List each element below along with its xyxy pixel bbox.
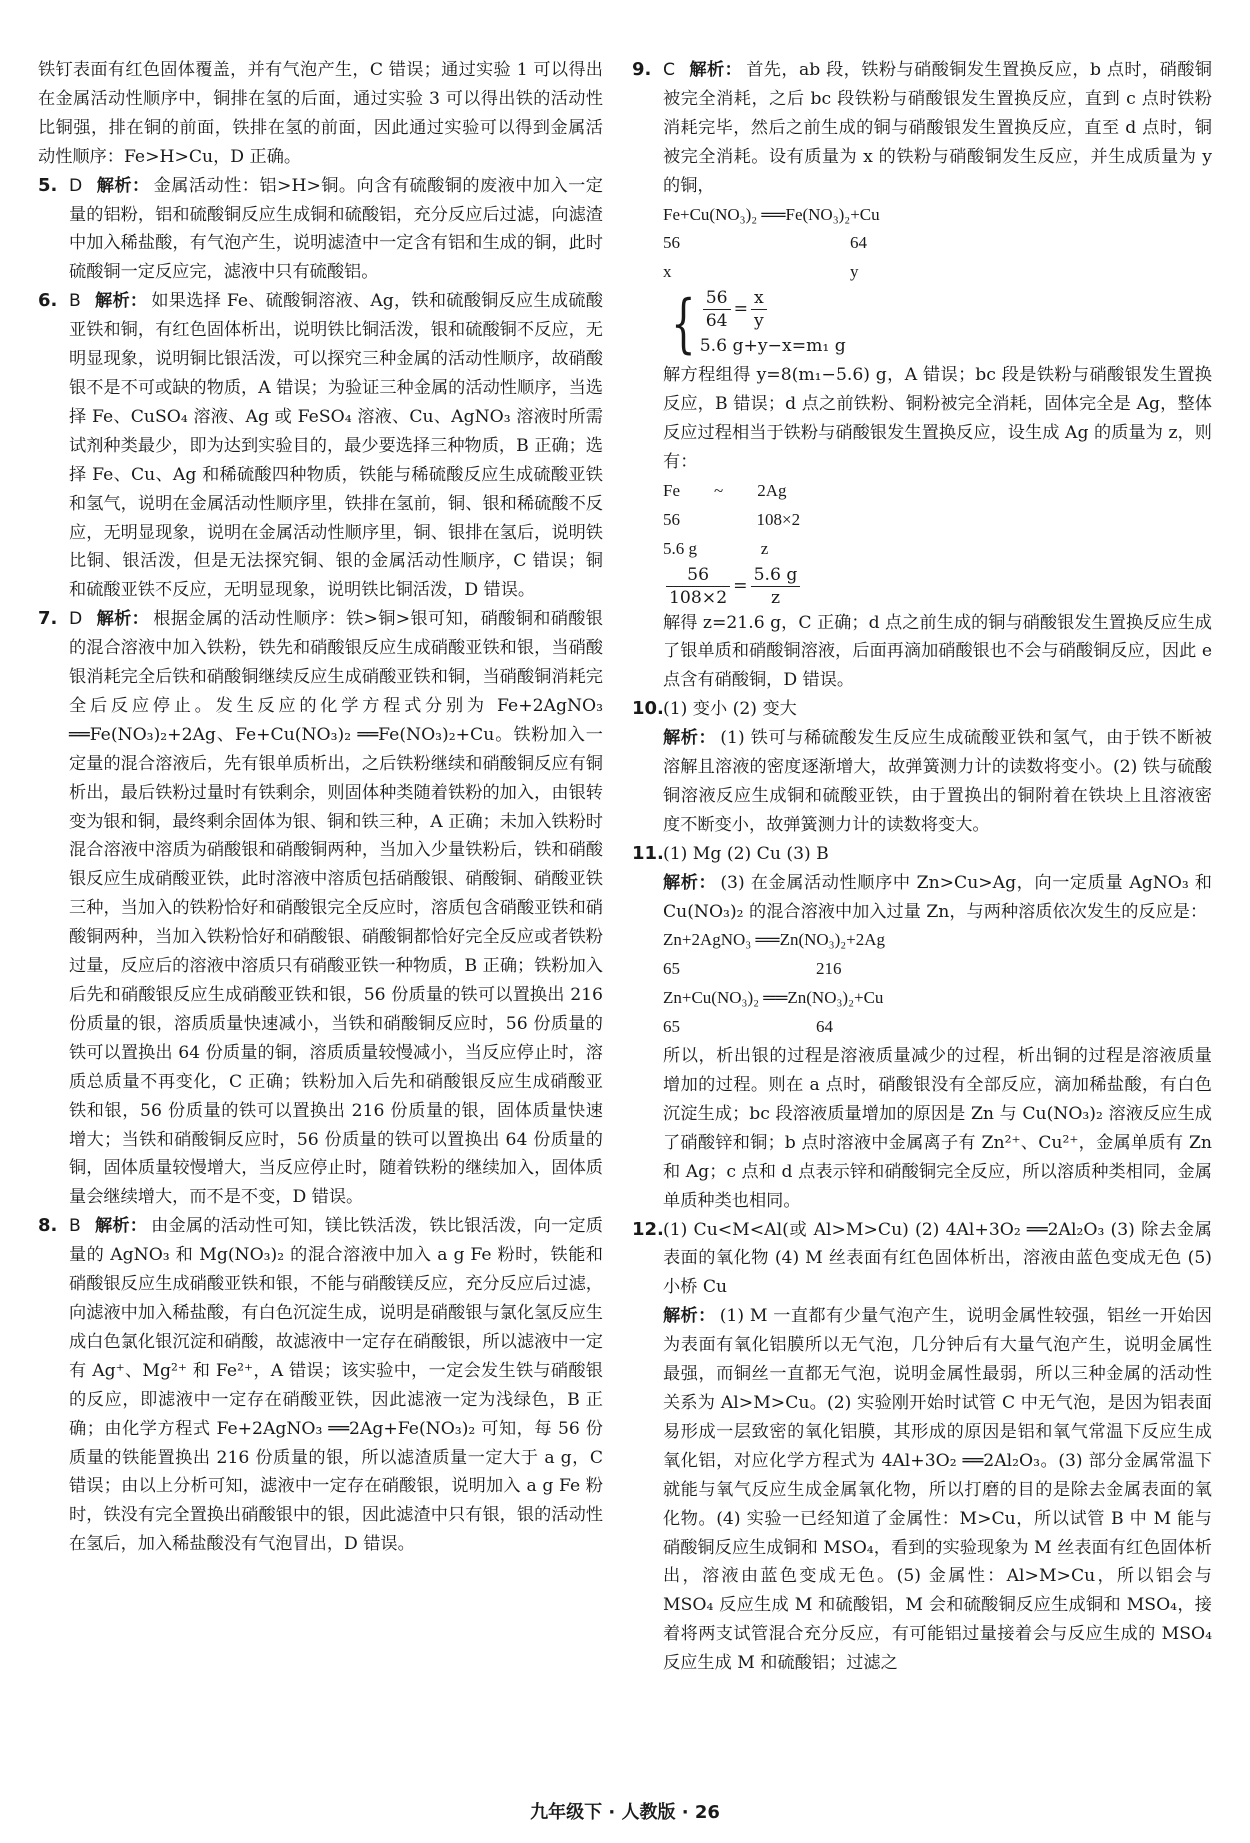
chemical-equation: Fe+Cu(NO₃)₂ ══Fe(NO₃)₂+Cu [663,204,880,224]
fraction: $\frac{x}{y}$ [751,287,767,332]
answer-item-12 [632,1216,1212,1679]
mass-ratio-line: 56 108×2 [663,509,801,529]
answer-text: (1) 变小 (2) 变大 [663,699,797,720]
analysis-label: 解析： [663,872,717,893]
mass-ratio-line: 65 216 [663,959,842,979]
answer-item-11 [632,840,1212,927]
answer-text: (1) Mg (2) Cu (3) B [663,843,829,864]
equation-system: { $\frac{56}{64}$ = $\frac{x}{y}$ 5.6 g+y−x=m₁ g [671,287,846,362]
proportion-equation: $\frac{56}{108\times 2}$ = $\frac{5.6 g}{z}$ [632,564,1212,609]
chemical-equation: Zn+2AgNO₃ ══Zn(NO₃)₂+2Ag [663,930,886,950]
item-number: 5. [38,174,58,196]
answer-choice: D [69,609,83,630]
item-number: 10. [632,698,664,720]
analysis-text: (1) M 一直都有少量气泡产生，说明金属性较强，铝丝一开始因为表面有氧化铝膜所以无气泡，几分钟后有大量气泡产生，说明金属性最强，而铜丝一直都无气泡，说明金属性最弱，所以三种金属的活动性关系为 Al>M>Cu。(2) 实验刚开始时试管 C 中无气泡，是因为铝表面易形成一层致密的氧化铝膜，其形成的原因是铝和氧气常温下反应生成氧化铝，对应化学方程式为 4Al+3O₂ ══2Al₂O₃。(3) 部分金属常温下就能与氧气反应生成金属氧化物，所以打磨的目的是除去金属表面的氧化物。(4) 实验一已经知道了金属性：M>Cu，所以试管 B 中 M 能与硝酸铜反应生成铜和 MSO₄，看到的实验现象为 M 丝表面有红色固体析出，溶液由蓝色变成无色。(5) 金属性：Al>M>Cu，所以铝会与 MSO₄ 反应生成 M 和硫酸铝，M 会和硫酸铜反应生成铜和 MSO₄，接着将两支试管混合充分反应，有可能铝过量接着会与反应生成的 MSO₄ 反应生成 M 和硫酸铝；过滤之 [663,1306,1212,1674]
analysis-text: 首先，ab 段，铁粉与硝酸铜发生置换反应，b 点时，硝酸铜被完全消耗，之后 bc 段铁粉与硝酸银发生置换反应，直到 c 点时铁粉消耗完毕，然后之前生成的铜与硝酸银发生置换反应，直至 d 点时，铜被完全消耗。设有质量为 x 的铁粉与硝酸铜发生反应，并生成质量为 y 的铜， [663,60,1212,196]
page-footer: 九年级下 · 人教版 · 26 [530,1802,720,1823]
answer-item-8 [38,1212,603,1559]
analysis-label: 解析： [663,1306,716,1327]
continued-paragraph: 铁钉表面有红色固体覆盖，并有气泡产生，C 错误；通过实验 1 可以得出在金属活动性顺序中，铜排在氢的后面，通过实验 3 可以得出铁的活动性比铜强，排在铜的前面，铁排在氢的前面，因此通过实验可以得到金属活动性顺序：Fe>H>Cu，D 正确。 [38,60,603,167]
analysis-label: 解析： [94,1216,148,1237]
analysis-continued: 解得 z=21.6 g，C 正确；d 点之前生成的铜与硝酸银发生置换反应生成了银单质和硝酸铜溶液，后面再滴加硝酸银也不会与硝酸铜反应，因此 e 点含有硝酸铜，D 错误。 [663,612,1212,691]
analysis-continued: 所以，析出银的过程是溶液质量减少的过程，析出铜的过程是溶液质量增加的过程。则在 a 点时，硝酸银没有全部反应，滴加稀盐酸，有白色沉淀生成；bc 段溶液质量增加的原因是 Zn 与 Cu(NO₃)₂ 溶液反应生成了硝酸锌和铜；b 点时溶液中金属离子有 Zn²⁺、Cu²⁺，金属单质有 Zn 和 Ag；c 点和 d 点表示锌和硝酸铜完全反应，所以溶质种类相同，金属单质种类也相同。 [663,1046,1212,1211]
item-number: 7. [38,608,58,630]
brace-symbol: { [671,287,696,362]
fraction: $\frac{5.6 g}{z}$ [751,564,801,609]
analysis-continued: 解方程组得 y=8(m₁−5.6) g，A 错误；bc 段是铁粉与硝酸银发生置换反应，B 错误；d 点之前铁粉、铜粉被完全消耗，固体完全是 Ag，整体反应过程相当于铁粉与硝酸银发生置换反应，设生成 Ag 的质量为 z，则有： [663,365,1212,472]
analysis-label: 解析： [96,609,150,630]
right-column [632,56,1212,1678]
item-number: 8. [38,1215,58,1237]
analysis-label: 解析： [663,728,717,749]
analysis-text: (1) 铁可与稀硫酸发生反应生成硫酸亚铁和氢气，由于铁不断被溶解且溶液的密度逐渐增大，故弹簧测力计的读数将变小。(2) 铁与硫酸铜溶液反应生成铜和硫酸亚铁，由于置换出的铜附着在铁块上且溶液密度不断变小，故弹簧测力计的读数将变大。 [663,728,1212,835]
answer-choice: D [69,175,83,196]
answer-choice: B [69,1216,81,1237]
mass-ratio-line: 65 64 [663,1017,833,1037]
item-number: 6. [38,290,58,312]
answer-choice: B [69,291,81,312]
chemical-equation: Zn+Cu(NO₃)₂ ══Zn(NO₃)₂+Cu [663,988,884,1008]
analysis-text: 由金属的活动性可知，镁比铁活泼，铁比银活泼，向一定质量的 AgNO₃ 和 Mg(NO₃)₂ 的混合溶液中加入 a g Fe 粉时，铁能和硝酸银反应生成硝酸亚铁和银，不能与硝酸镁反应，充分反应后过滤，向滤液中加入稀盐酸，有白色沉淀生成，说明是硝酸银与氯化氢反应生成白色氯化银沉淀和硝酸，故滤液中一定存在硝酸银，所以滤液中一定有 Ag⁺、Mg²⁺ 和 Fe²⁺，A 错误；该实验中，一定会发生铁与硝酸银的反应，即滤液中一定存在硝酸亚铁，因此滤液一定为浅绿色，B 正确；由化学方程式 Fe+2AgNO₃ ══2Ag+Fe(NO₃)₂ 可知，每 56 份质量的铁能置换出 216 份质量的银，所以滤渣质量一定大于 a g，C 错误；由以上分析可知，滤液中一定存在硝酸银，说明加入 a g Fe 粉时，铁没有完全置换出硝酸银中的银，因此滤渣中只有银，银的活动性在氢后，加入稀盐酸没有气泡冒出，D 错误。 [69,1216,603,1555]
mass-ratio-line: 56 64 [663,233,867,253]
analysis-text: 如果选择 Fe、硫酸铜溶液、Ag，铁和硫酸铜反应生成硫酸亚铁和铜，有红色固体析出，说明铁比铜活泼，银和硫酸铜不反应，无明显现象，说明铜比银活泼，可以探究三种金属的活动性顺序，故硝酸银不是不可或缺的物质，A 错误；为验证三种金属的活动性顺序，当选择 Fe、CuSO₄ 溶液、Ag 或 FeSO₄ 溶液、Cu、AgNO₃ 溶液时所需试剂种类最少，即为达到实验目的，最少要选择三种物质，B 正确；选择 Fe、Cu、Ag 和稀硫酸四种物质，铁能与稀硫酸反应生成硫酸亚铁和氢气，说明在金属活动性顺序里，铁排在氢前，铜、银和稀硫酸不反应，无明显现象，说明在金属活动性顺序里，铜、银排在氢后，说明铁比铜、银活泼，但是无法探究铜、银的金属活动性顺序，C 错误；铜和硫酸亚铁不反应，无明显现象，说明铁比铜活泼，D 错误。 [69,291,603,601]
system-second-equation: 5.6 g+y−x=m₁ g [699,336,846,357]
answer-text: (1) Cu<M<Al(或 Al>M>Cu) (2) 4Al+3O₂ ══2Al₂O₃ (3) 除去金属表面的氧化物 (4) M 丝表面有红色固体析出，溶液由蓝色变成无色 (5) 小桥 Cu [663,1219,1212,1298]
analysis-label: 解析： [689,60,743,80]
fraction: $\frac{56}{108\times 2}$ [666,564,730,609]
fraction: $\frac{56}{64}$ [703,287,731,332]
answer-item-10 [632,695,1212,840]
variable-line: x y [663,262,859,282]
analysis-text: 根据金属的活动性顺序：铁>铜>银可知，硝酸铜和硝酸银的混合溶液中加入铁粉，铁先和硝酸银反应生成硝酸亚铁和银，当硝酸银消耗完全后铁和硝酸铜继续反应生成硝酸亚铁和铜，当硝酸铜消耗完全后反应停止。发生反应的化学方程式分别为 Fe+2AgNO₃ ══Fe(NO₃)₂+2Ag、Fe+Cu(NO₃)₂ ══Fe(NO₃)₂+Cu。铁粉加入一定量的混合溶液后，先有银单质析出，之后铁粉继续和硝酸铜反应有铜析出，最后铁粉过量时有铁剩余，则固体种类随着铁粉的加入，由银转变为银和铜，最终剩余固体为银、铜和铁三种，A 正确；未加入铁粉时混合溶液中溶质为硝酸银和硝酸铜两种，当加入少量铁粉后，铁和硝酸银反应生成硝酸亚铁，此时溶液中溶质包括硝酸银、硝酸铜、硝酸亚铁三种，当加入的铁粉恰好和硝酸银完全反应时，溶质包含硝酸亚铁和硝酸铜两种，当加入铁粉恰好和硝酸银、硝酸铜都恰好完全反应或者铁粉过量，反应后的溶液中溶质只有硝酸亚铁一种物质，B 正确；铁粉加入后先和硝酸银反应生成硝酸亚铁和银，56 份质量的铁可以置换出 216 份质量的银，溶质质量快速减小，当铁和硝酸铜反应时，56 份质量的铁可以置换出 64 份质量的铜，溶质质量较慢减小，当反应停止时，溶质总质量不再变化，C 正确；铁粉加入后先和硝酸银反应生成硝酸亚铁和银，56 份质量的铁可以置换出 216 份质量的银，固体质量快速增大；当铁和硝酸铜反应时，56 份质量的铁可以置换出 64 份质量的铜，固体质量较慢增大，当反应停止时，随着铁粉的继续加入，固体质量会继续增大，而不是不变，D 错误。 [69,609,603,1208]
item-number: 11. [632,842,664,864]
answer-item-9 [632,56,1212,201]
relation-line: Fe ~ 2Ag [663,480,787,500]
analysis-label: 解析： [94,291,148,312]
analysis-label: 解析： [96,175,150,196]
analysis-text: 金属活动性：铝>H>铜。向含有硫酸铜的废液中加入一定量的铝粉，铝和硫酸铜反应生成铜和硫酸铝，充分反应后过滤，向滤渣中加入稀盐酸，有气泡产生，说明滤渣中一定含有铝和生成的铜，此时硫酸铜一定反应完，滤液中只有硫酸铝。 [69,175,603,283]
variable-line: 5.6 g z [663,538,769,558]
answer-item-7 [38,605,603,1212]
analysis-text: (3) 在金属活动性顺序中 Zn>Cu>Ag，向一定质量 AgNO₃ 和 Cu(NO₃)₂ 的混合溶液中加入过量 Zn，与两种溶质依次发生的反应是： [663,872,1212,922]
item-number: 9. [632,59,652,80]
answer-choice: C [663,60,676,80]
answer-item-5 [38,172,603,288]
answer-item-6 [38,287,603,605]
item-number: 12. [632,1218,664,1240]
left-column [38,56,603,1559]
